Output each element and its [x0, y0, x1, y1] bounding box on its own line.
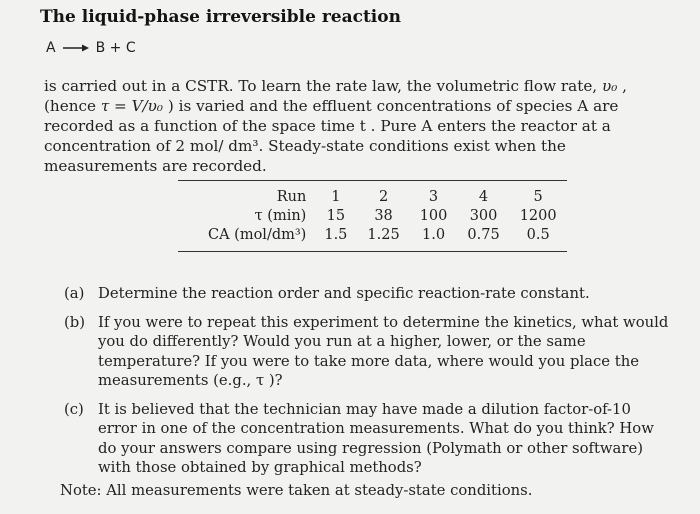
table-cell: 1: [331, 189, 341, 205]
question-text: Determine the reaction order and specific reaction-rate constant.: [98, 285, 590, 302]
row-label: CA (mol/dm³): [208, 227, 307, 243]
footnote: Note: All measurements were taken at steady-state conditions.: [60, 482, 533, 499]
statement-part: is carried out in a CSTR. To learn the rate law, the volumetric flow rate,: [44, 77, 602, 95]
reaction-equation: [46, 40, 136, 56]
table-cell: 100: [419, 208, 448, 224]
question-item: [64, 313, 674, 391]
problem-title: The liquid-phase irreversible reaction: [40, 7, 401, 27]
statement-part: , (hence: [44, 77, 627, 115]
question-tag: (b): [64, 313, 86, 331]
table-cell: 1.5: [324, 227, 348, 243]
row-label: τ (min): [254, 208, 307, 224]
table-cell: 5: [533, 189, 543, 205]
table-cell: 0.75: [467, 227, 500, 243]
table-cell: 1.25: [367, 227, 400, 243]
table-cell: 1.0: [422, 227, 446, 243]
space-time-equation: τ = V/υ₀: [100, 97, 164, 115]
question-tag: (c): [64, 400, 84, 418]
reactant: A: [46, 40, 56, 56]
table-cell: 300: [469, 208, 498, 224]
question-list: [64, 284, 674, 487]
table-cell: 15: [326, 208, 346, 224]
table-row: [178, 225, 567, 252]
question-text: If you were to repeat this experiment to determine the kinetics, what would you do differently? Would you run at a higher, lower, or the same temperature? If you were to take more data, where would you place the measurements (e.g., τ )?: [98, 313, 669, 389]
table-cell: 38: [374, 208, 393, 224]
table-cell: 2: [378, 189, 389, 205]
data-table: [178, 180, 567, 252]
flow-rate-symbol: υ₀: [601, 77, 618, 95]
question-item: [64, 284, 674, 304]
table-cell: 4: [478, 189, 489, 205]
table-cell: 3: [428, 189, 439, 205]
reaction-arrow-icon: [62, 44, 90, 52]
products: B + C: [95, 40, 136, 56]
question-item: [64, 400, 674, 478]
table-row: [178, 181, 567, 207]
problem-statement: [44, 76, 662, 176]
row-label: Run: [276, 189, 307, 205]
table-row: [178, 206, 567, 225]
table-cell: 0.5: [526, 227, 550, 243]
question-tag: (a): [64, 285, 85, 302]
statement-part: ) is varied and the effluent concentrations of species A are recorded as a function of the space time t . Pure A enters the reactor at a concentration of 2 mol/ dm³. Steady-state conditions exist when the measurements are recorded.: [44, 97, 619, 175]
table-cell: 1200: [519, 208, 557, 224]
question-text: It is believed that the technician may have made a dilution factor-of-10 error in one of the concentration measurements. What do you think? How do your answers compare using regression (Polymath or other software) with those obtained by graphical methods?: [98, 400, 654, 476]
